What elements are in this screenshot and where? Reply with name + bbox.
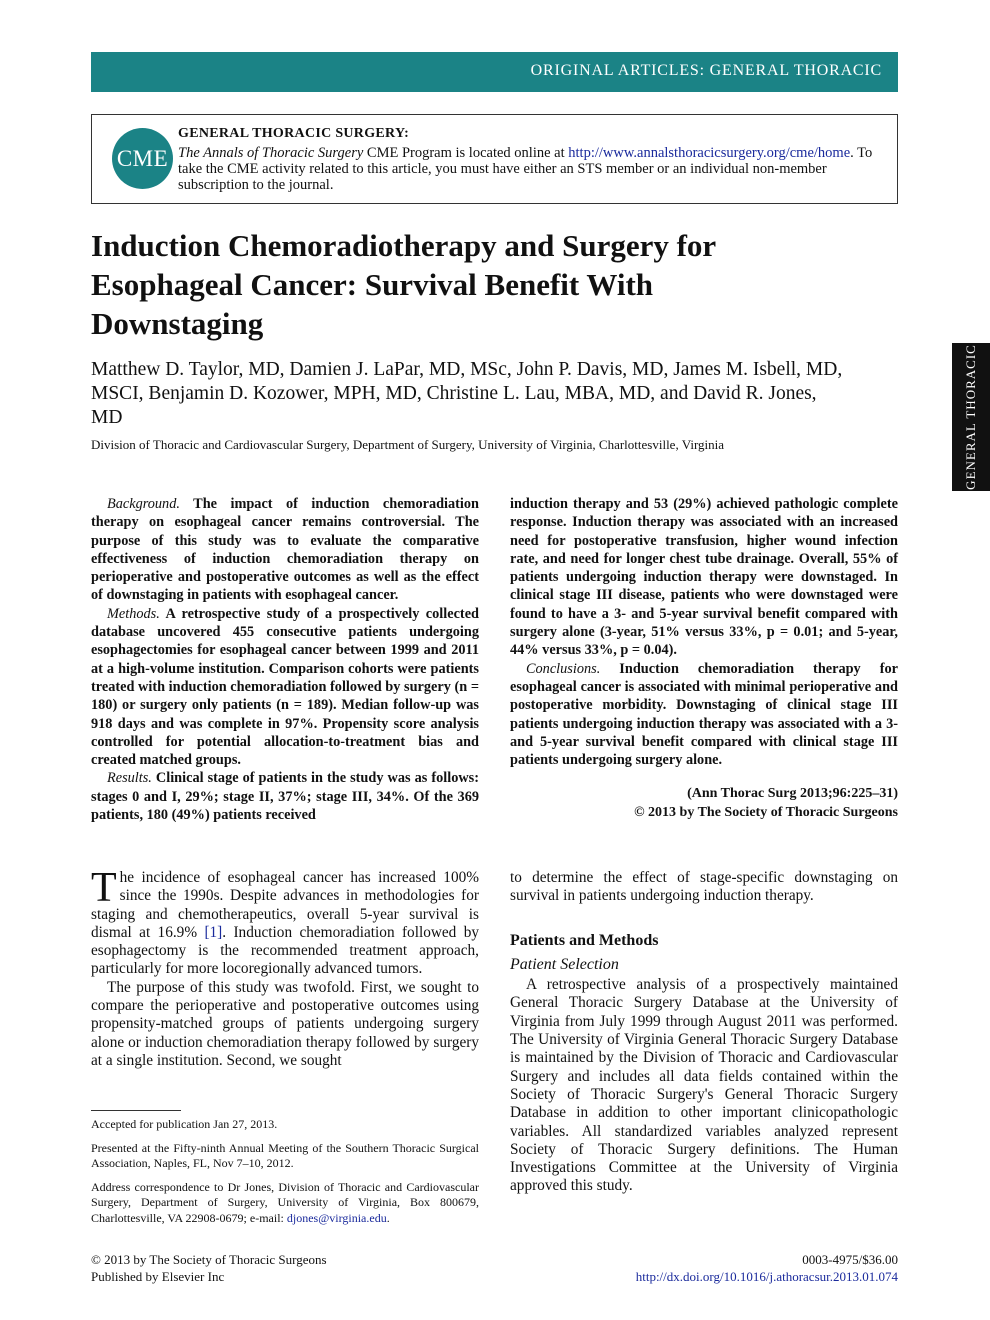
footer-issn: 0003-4975/$36.00 [802, 1252, 898, 1267]
intro-paragraph: The incidence of esophageal cancer has increased 100% since the 1990s. Despite advances in methodologies for staging and chemotherapeutics, overall 5-year survival is dismal at 16.9% [1]. Induction chemoradiation followed by esophagectomy is the recommended treatment approach, particularly for more locoregionally advanced tumors. [91, 865, 479, 978]
cme-link[interactable]: http://www.annalsthoracicsurgery.org/cme/home [568, 145, 851, 161]
cme-text [178, 145, 888, 193]
cme-box [91, 114, 898, 204]
footnotes [91, 1117, 479, 1234]
journal-name: The Annals of Thoracic Surgery [178, 145, 364, 161]
side-tab-label: GENERAL THORACIC [963, 344, 978, 490]
email-link[interactable]: djones@virginia.edu [286, 1210, 387, 1225]
reference-link[interactable]: [1] [204, 923, 223, 941]
section-label: ORIGINAL ARTICLES: GENERAL THORACIC [530, 62, 882, 79]
footer-copyright: © 2013 by The Society of Thoracic Surgeons [91, 1252, 327, 1267]
cme-heading: GENERAL THORACIC SURGERY: [178, 126, 410, 141]
conclusions-label: Conclusions. [526, 660, 601, 677]
subsection-heading: Patient Selection [510, 955, 619, 973]
cme-text-1: CME Program is located online at [363, 145, 569, 161]
body-right-column [510, 869, 898, 1196]
footnote-accepted: Accepted for publication Jan 27, 2013. [91, 1117, 278, 1131]
abstract-background: Background. The impact of induction chemoradiation therapy on esophageal cancer remains controversial. The purpose of this study was to evaluate the comparative effectiveness of induction chemoradiation therapy on perioperative and postoperative outcomes as well as the effect of downstaging in patients with esophageal cancer. [91, 496, 479, 604]
methods-label: Methods. [107, 605, 160, 622]
side-tab [952, 343, 990, 491]
abstract-conclusions: Conclusions. Induction chemoradiation therapy for esophageal cancer is associated with minimal perioperative and postoperative morbidity. Downstaging of clinical stage III patients undergoing induction therapy was associated with a 3- and 5-year survival benefit compared with clinical stage III patients undergoing surgery alone. [510, 660, 898, 769]
doi-link[interactable]: http://dx.doi.org/10.1016/j.athoracsur.2013.01.074 [635, 1268, 898, 1284]
patient-selection-paragraph: A retrospective analysis of a prospectively maintained General Thoracic Surgery Database at the University of Virginia from July 1999 through August 2011 was performed. The University of Virginia General Thoracic Surgery Database is maintained by the Division of Thoracic and Cardiovascular Surgery and includes all data fields contained within the Society of Thoracic Surgery's General Thoracic Surgery Database in addition to other important clinicopathologic variables. All standardized variables analyzed represent Society of Thoracic Surgery definitions. The Human Investigations Committee at the University of Virginia approved this study. [510, 976, 898, 1195]
article-title: Induction Chemoradiotherapy and Surgery for Esophageal Cancer: Survival Benefit With Downstaging [91, 228, 716, 341]
abstract-results-continued: induction therapy and 53 (29%) achieved pathologic complete response. Induction therapy was associated with an increased need for postoperative transfusion, higher wound infection rate, and need for longer chest tube drainage. Overall, 55% of patients undergoing induction therapy were downstaged. In clinical stage III disease, patients who were downstaged were found to have a 3- and 5-year survival benefit compared with surgery alone (3-year, 51% versus 33%, p = 0.01; and 5-year, 44% versus 33%, p = 0.04). [510, 496, 898, 659]
footnote-presented: Presented at the Fifty-ninth Annual Meeting of the Southern Thoracic Surgical Association, Naples, FL, Nov 7–10, 2012. [91, 1140, 479, 1170]
footnote-address: Address correspondence to Dr Jones, Division of Thoracic and Cardiovascular Surgery, Department of Surgery, University of Virginia, Box 800679, Charlottesville, VA 22908-0679; e-mail: djones@virginia.edu. [91, 1179, 479, 1225]
purpose-paragraph: The purpose of this study was twofold. First, we sought to compare the perioperative and postoperative outcomes using propensity-matched groups of patients undergoing surgery alone or induction chemoradiation therapy followed by surgery at a single institution. Second, we sought [91, 978, 479, 1069]
background-label: Background. [107, 496, 180, 512]
abstract-results: Results. Clinical stage of patients in the study was as follows: stages 0 and I, 29%; stage II, 37%; stage III, 34%. Of the 369 patients, 180 (49%) patients received [91, 770, 479, 824]
section-heading: Patients and Methods [510, 931, 659, 949]
cme-logo-icon: CME [112, 128, 173, 189]
purpose-continued: to determine the effect of stage-specific downstaging on survival in patients undergoing induction therapy. [510, 869, 898, 905]
footnote-rule [91, 1110, 181, 1111]
abstract-left-column [91, 495, 479, 824]
abstract-methods: Methods. A retrospective study of a prospectively collected database uncovered 455 consecutive patients undergoing esophagectomies for esophageal cancer between 1999 and 2011 at a high-volume institution. Comparison cohorts were patients treated with induction chemoradiation followed by surgery (n = 180) or surgery only patients (n = 189). Median follow-up was 918 days and was complete in 97%. Propensity score analysis controlled for potential allocation-to-treatment bias and created matched groups. [91, 605, 479, 769]
abstract-copyright: © 2013 by The Society of Thoracic Surgeons [634, 804, 898, 820]
citation: (Ann Thorac Surg 2013;96:225–31) [687, 786, 898, 802]
body-left-column [91, 865, 479, 1070]
cme-text-2: . To take the CME activity related to this article, you must have either an STS member or an individual non-member subscription to the journal. [178, 145, 873, 193]
footer-right [636, 1252, 898, 1285]
section-header-band [91, 52, 898, 92]
drop-cap: T [91, 865, 117, 911]
affiliation: Division of Thoracic and Cardiovascular Surgery, Department of Surgery, University of Virginia, Charlottesville, Virginia [91, 437, 725, 452]
abstract-right-column [510, 495, 898, 822]
author-list: Matthew D. Taylor, MD, Damien J. LaPar, MD, MSc, John P. Davis, MD, James M. Isbell, MD, MSCI, Benjamin D. Kozower, MPH, MD, Christine L. Lau, MBA, MD, and David R. Jones, MD [91, 359, 843, 428]
footer-publisher: Published by Elsevier Inc [91, 1268, 225, 1284]
results-label: Results. [107, 770, 152, 787]
footer-left [91, 1252, 327, 1285]
